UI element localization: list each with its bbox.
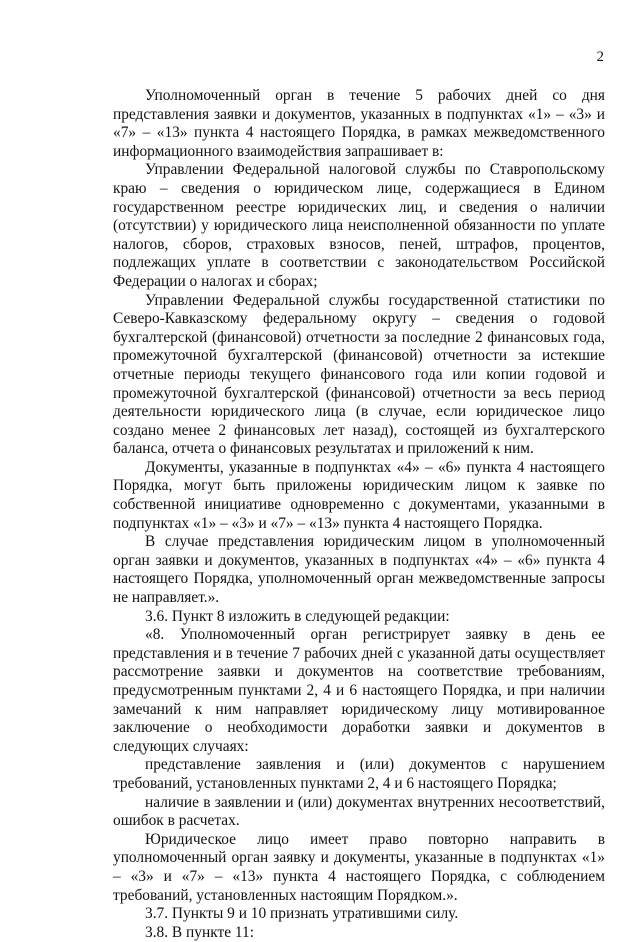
paragraph-own-initiative-documents: Документы, указанные в подпунктах «4» – «6» пункта 4 настоящего Порядка, могут быть приложены юридическим лицом к заявке по собственной инициативе одновременно с документами, указанными в подпунктах «1» – «3» и «7» – «13» пункта 4 настоящего Порядка.	[113, 458, 605, 532]
paragraph-tax-service: Управлении Федеральной налоговой службы по Ставропольскому краю – сведения о юридическом лице, содержащиеся в Едином государственном реестре юридических лиц, и сведения о наличии (отсутствии) у юридического лица неисполненной обязанности по уплате налогов, сборов, страховых взносов, пеней, штрафов, процентов, подлежащих уплате в соответствии с законодательством Российской Федерации о налогах и сборах;	[113, 161, 605, 290]
paragraph-item-3-7: 3.7. Пункты 9 и 10 признать утратившими силу.	[145, 905, 459, 923]
paragraph-resubmission-right: Юридическое лицо имеет право повторно направить в уполномоченный орган заявку и документы, указанные в подпунктах «1» – «3» и «7» – «13» пункта 4 настоящего Порядка, с соблюдением требований, установленных настоящим Порядком.».	[113, 830, 605, 904]
page-number: 2	[596, 49, 604, 65]
paragraph-interagency-request: Уполномоченный орган в течение 5 рабочих дней со дня представления заявки и документов, указанных в подпунктах «1» – «3» и «7» – «13» пункта 4 настоящего Порядка, в рамках межведомственного информационного взаимодействия запрашивает в:	[113, 87, 605, 160]
paragraph-no-requests: В случае представления юридическим лицом в уполномоченный орган заявки и документов, указанных в подпунктах «4» – «6» пункта 4 настоящего Порядка, уполномоченный орган межведомственные запросы не направляет.».	[113, 533, 605, 607]
paragraph-point-8: «8. Уполномоченный орган регистрирует заявку в день ее представления и в течение 7 рабочих дней с указанной даты осуществляет рассмотрение заявки и документов на соответствие требованиям, предусмотренным пунктами 2, 4 и 6 настоящего Порядка, и при наличии замечаний к ним направляет юридическому лицу мотивированное заключение о необходимости доработки заявки и документов в следующих случаях:	[113, 626, 605, 755]
paragraph-case-inconsistencies: наличие в заявлении и (или) документах внутренних несоответствий, ошибок в расчетах.	[113, 793, 605, 830]
document-body	[113, 87, 605, 942]
paragraph-item-3-6: 3.6. Пункт 8 изложить в следующей редакции:	[145, 607, 450, 625]
paragraph-case-violation: представление заявления и (или) документов с нарушением требований, установленных пунктами 2, 4 и 6 настоящего Порядка;	[113, 756, 605, 792]
paragraph-item-3-8: 3.8. В пункте 11:	[145, 923, 254, 941]
paragraph-statistics-service: Управлении Федеральной службы государственной статистики по Северо-Кавказскому федеральному округу – сведения о годовой бухгалтерской (финансовой) отчетности за последние 2 финансовых года, промежуточной бухгалтерской (финансовой) отчетности за истекшие отчетные периоды текущего финансового года или копии годовой и промежуточной бухгалтерской (финансовой) отчетности за весь период деятельности юридического лица (в случае, если юридическое лицо создано менее 2 финансовых лет назад), состоящей из бухгалтерского баланса, отчета о финансовых результатах и приложений к ним.	[113, 291, 605, 458]
